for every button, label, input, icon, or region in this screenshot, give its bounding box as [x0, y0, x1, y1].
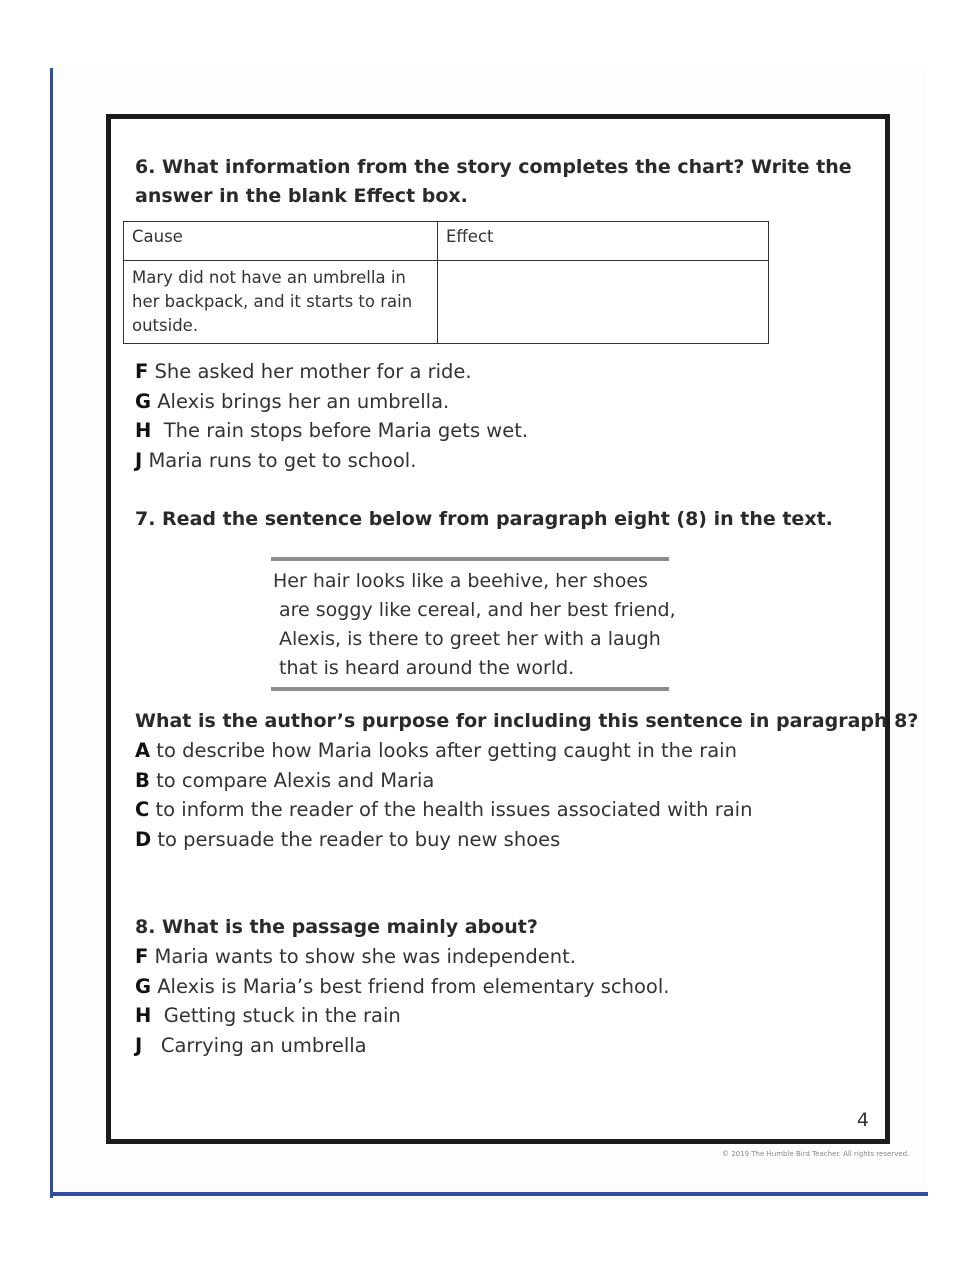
cause-cell	[124, 261, 438, 344]
question-7	[135, 505, 865, 534]
question-8	[135, 913, 865, 1060]
answer-option[interactable]: H Getting stuck in the rain	[135, 1004, 401, 1027]
quote-line: Her hair looks like a beehive, her shoes	[273, 570, 648, 592]
question-7-purpose	[135, 707, 919, 854]
answer-option[interactable]: F Maria wants to show she was independent.	[135, 945, 576, 968]
scan-edge-bottom	[50, 1192, 928, 1196]
cause-line-1: Mary did not have an umbrella in	[132, 268, 406, 287]
answer-option[interactable]: F She asked her mother for a ride.	[135, 360, 472, 383]
quote-line: are soggy like cereal, and her best friend,	[279, 599, 676, 621]
cause-effect-chart	[123, 221, 769, 344]
page-number: 4	[856, 1109, 869, 1131]
copyright-notice: © 2019 The Humble Bird Teacher. All rights reserved.	[722, 1150, 910, 1158]
question-6-line-1: 6. What information from the story completes the chart? Write the	[135, 156, 852, 178]
answer-option[interactable]: C to inform the reader of the health issues associated with rain	[135, 798, 753, 821]
cause-line-3: outside.	[132, 316, 199, 335]
chart-body-row	[124, 261, 769, 344]
question-7-text: 7. Read the sentence below from paragraph eight (8) in the text.	[135, 508, 833, 530]
question-6-options	[135, 357, 865, 475]
chart-header-row	[124, 222, 769, 261]
effect-header: Effect	[438, 222, 769, 261]
question-8-text: 8. What is the passage mainly about?	[135, 916, 538, 938]
quoted-sentence	[271, 557, 676, 691]
question-6	[135, 153, 865, 211]
effect-answer-box[interactable]	[438, 261, 769, 344]
answer-option[interactable]: J Carrying an umbrella	[135, 1033, 367, 1057]
answer-option[interactable]: H The rain stops before Maria gets wet.	[135, 419, 529, 442]
answer-option[interactable]: B to compare Alexis and Maria	[135, 768, 435, 792]
answer-option[interactable]: G Alexis is Maria’s best friend from elementary school.	[135, 974, 670, 998]
answer-option[interactable]: J Maria runs to get to school.	[135, 448, 417, 472]
answer-option[interactable]: D to persuade the reader to buy new shoes	[135, 827, 561, 851]
question-6-line-2: answer in the blank Effect box.	[135, 185, 468, 207]
quote-line: that is heard around the world.	[279, 657, 575, 679]
worksheet-frame	[106, 114, 919, 1144]
answer-option[interactable]: A to describe how Maria looks after getting caught in the rain	[135, 739, 737, 762]
quote-line: Alexis, is there to greet her with a laugh	[279, 628, 661, 650]
cause-line-2: her backpack, and it starts to rain	[132, 292, 413, 311]
quote-bottom-rule	[271, 687, 669, 691]
cause-header: Cause	[124, 222, 438, 261]
answer-option[interactable]: G Alexis brings her an umbrella.	[135, 389, 450, 413]
question-7-subquestion: What is the author’s purpose for including this sentence in paragraph 8?	[135, 710, 919, 732]
